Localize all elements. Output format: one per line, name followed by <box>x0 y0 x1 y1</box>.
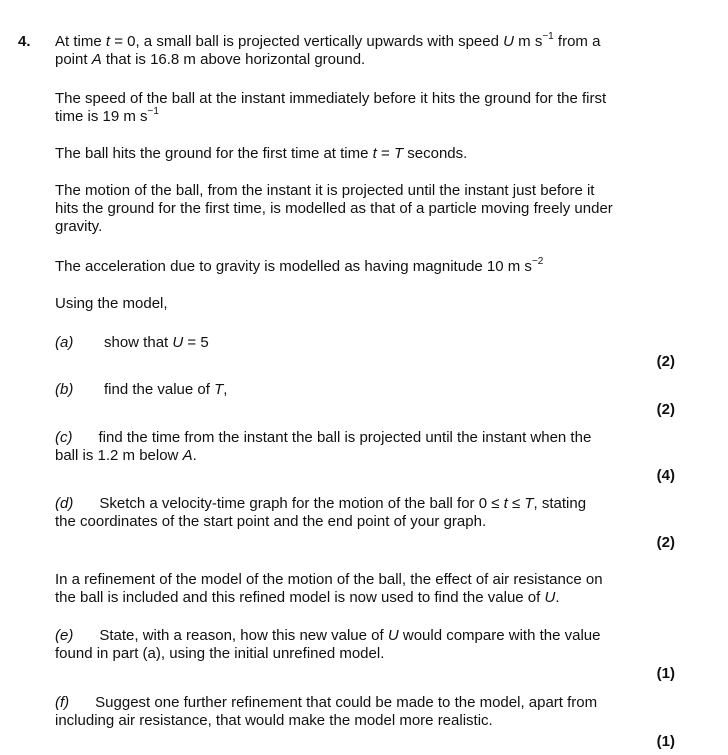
model-line-3: gravity. <box>55 218 103 235</box>
gravity-paragraph: The acceleration due to gravity is modelled as having magnitude 10 m $s^{-2}$ <box>55 256 544 275</box>
model-line-2: hits the ground for the first time, is modelled as that of a particle moving freely under <box>55 200 613 217</box>
part-c-label: (c) <box>55 429 73 446</box>
refinement-line-1: In a refinement of the model of the motion of the ball, the effect of air resistance on <box>55 571 603 588</box>
part-e-line-2: found in part (a), using the initial unrefined model. <box>55 645 385 662</box>
model-paragraph <box>55 182 685 236</box>
part-b-marks: (2) <box>656 401 675 418</box>
part-c <box>55 429 685 465</box>
time-paragraph: The ball hits the ground for the first time at time t = T seconds. <box>55 145 468 162</box>
part-e-marks: (1) <box>656 665 675 682</box>
part-f-line-1: (f) Suggest one further refinement that could be made to the model, apart from <box>55 694 598 711</box>
part-b-label: (b) <box>55 381 74 398</box>
part-a-label: (a) <box>55 334 74 351</box>
question-number: 4. <box>18 33 31 50</box>
part-d-label: (d) <box>55 495 74 512</box>
speed-paragraph <box>55 90 685 126</box>
part-c-line-2: ball is 1.2 m below A. <box>55 447 197 464</box>
model-line-1: The motion of the ball, from the instant it is projected until the instant just before it <box>55 182 595 199</box>
part-f-line-2: including air resistance, that would make the model more realistic. <box>55 712 493 729</box>
speed-line-2: time is 19 m $s^{-1}$ <box>55 106 159 125</box>
intro-paragraph <box>55 33 685 69</box>
using-model-text: Using the model, <box>55 295 168 312</box>
part-a-marks: (2) <box>656 353 675 370</box>
part-d-marks: (2) <box>656 534 675 551</box>
part-e-label: (e) <box>55 627 74 644</box>
part-d <box>55 495 685 531</box>
part-d-line-1: (d) Sketch a velocity-time graph for the motion of the ball for 0 ≤ t ≤ T, stating <box>55 495 587 512</box>
part-b: (b) find the value of T, <box>55 381 228 398</box>
part-e-line-1: (e) State, with a reason, how this new value of U would compare with the value <box>55 627 601 644</box>
part-c-line-1: (c) find the time from the instant the ball is projected until the instant when the <box>55 429 592 446</box>
part-e <box>55 627 685 663</box>
refinement-line-2: the ball is included and this refined model is now used to find the value of U. <box>55 589 560 606</box>
part-f-marks: (1) <box>656 733 675 750</box>
intro-line-1: At time t = 0, a small ball is projected vertically upwards with speed U m $s^{-1}$ from a <box>55 31 601 50</box>
part-c-marks: (4) <box>656 467 675 484</box>
intro-line-2: point A that is 16.8 m above horizontal ground. <box>55 51 366 68</box>
part-f-label: (f) <box>55 694 70 711</box>
speed-line-1: The speed of the ball at the instant immediately before it hits the ground for the first <box>55 90 607 107</box>
part-f <box>55 694 685 730</box>
part-d-line-2: the coordinates of the start point and the end point of your graph. <box>55 513 487 530</box>
part-a: (a) show that U = 5 <box>55 334 209 351</box>
refinement-paragraph <box>55 571 685 607</box>
